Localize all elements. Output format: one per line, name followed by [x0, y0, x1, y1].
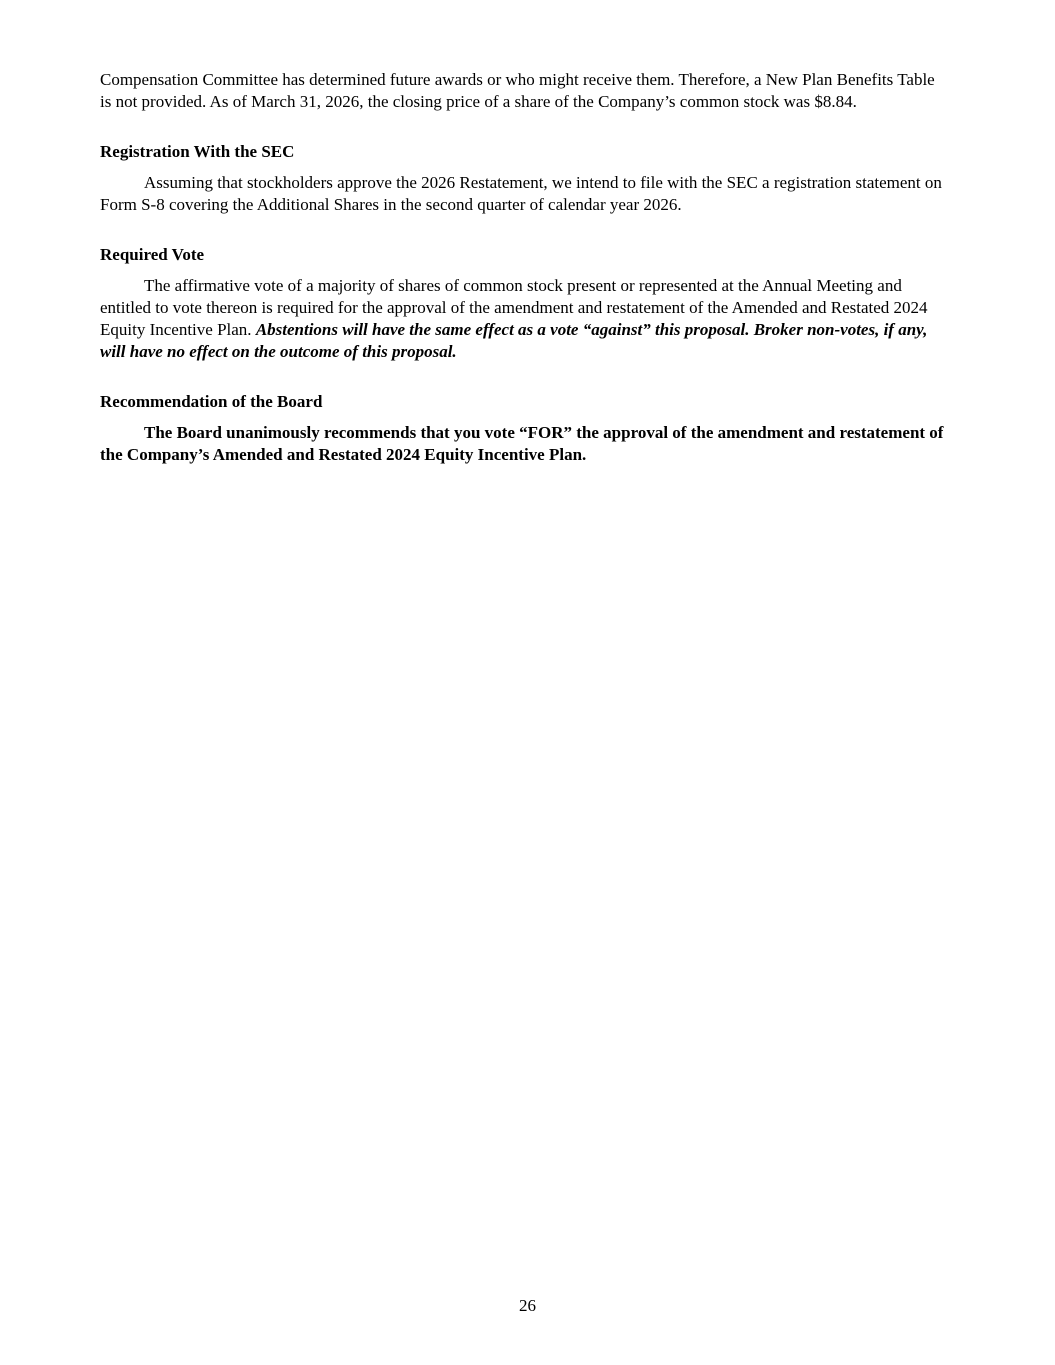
page-number: 26	[519, 1296, 536, 1315]
board-recommendation-paragraph: The Board unanimously recommends that you vote “FOR” the approval of the amendment and restatement of the Company’s Amended and Restated 2024 Equity Incentive Plan.	[100, 423, 944, 464]
document-body	[100, 69, 950, 466]
registration-paragraph: Assuming that stockholders approve the 2026 Restatement, we intend to file with the SEC a registration statement on Form S-8 covering the Additional Shares in the second quarter of calendar year 2026.	[100, 173, 942, 214]
section-heading-required-vote: Required Vote	[100, 245, 205, 264]
section-heading-registration-with-the-sec: Registration With the SEC	[100, 142, 295, 161]
required-vote-paragraph	[100, 275, 950, 363]
section-heading-recommendation-of-the-board: Recommendation of the Board	[100, 392, 323, 411]
vote-effect-emphasis: Abstentions will have the same effect as a vote “against” this proposal. Broker non-votes, if any, will have no effect on the outcome of this proposal.	[100, 320, 928, 361]
intro-paragraph: Compensation Committee has determined future awards or who might receive them. Therefore, a New Plan Benefits Table is not provided. As of March 31, 2026, the closing price of a share of the Company’s common stock was $8.84.	[100, 70, 935, 111]
required-vote-text: The affirmative vote of a majority of shares of common stock present or represented at the Annual Meeting and entitled to vote thereon is required for the approval of the amendment and restatement of the Amended and Restated 2024 Equity Incentive Plan.	[100, 276, 928, 339]
